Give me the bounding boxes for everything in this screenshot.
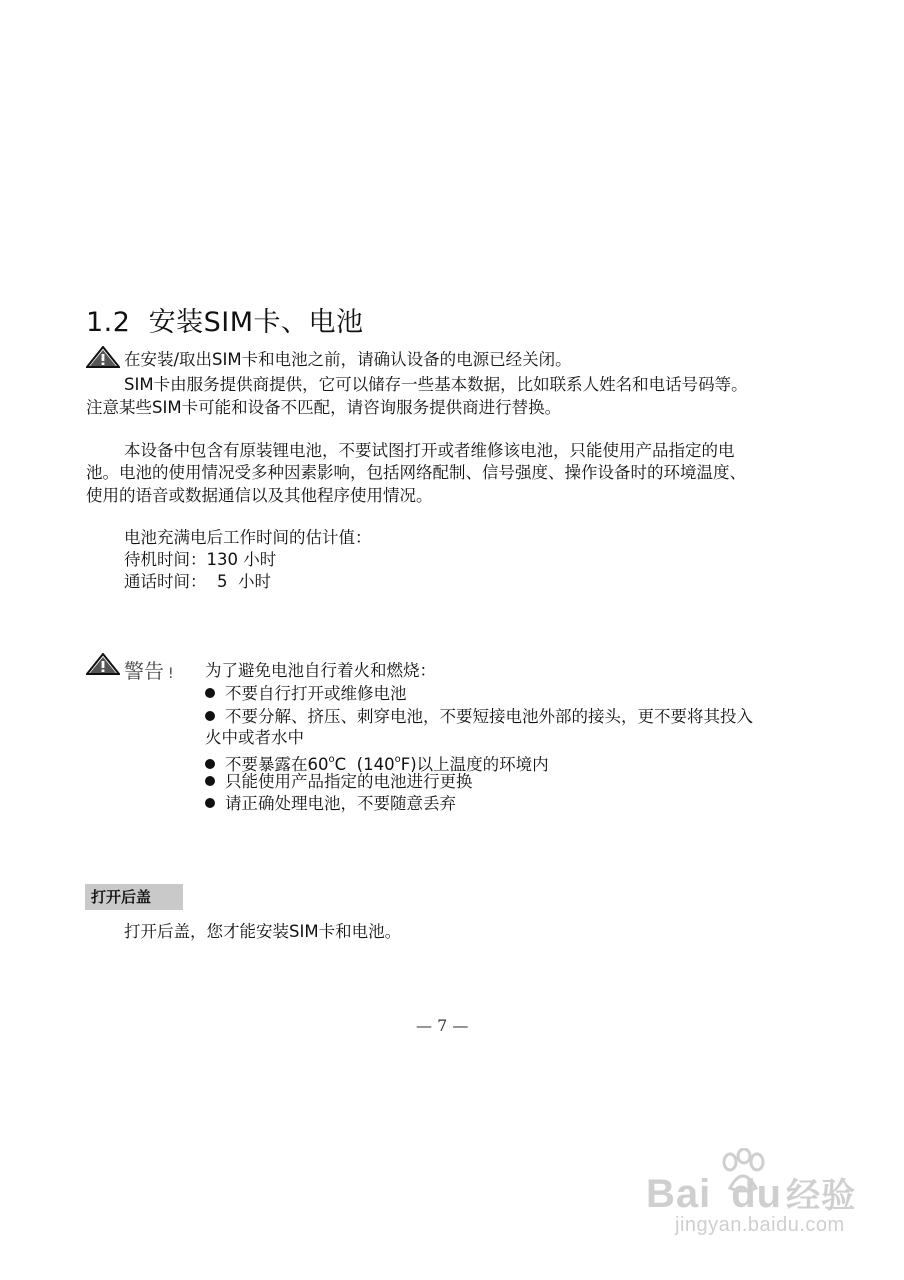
battery-paragraph-line-1: 本设备中包含有原装锂电池，不要试图打开或者维修该电池，只能使用产品指定的电 <box>124 441 735 460</box>
sim-paragraph-line-2: 注意某些SIM卡可能和设备不匹配，请咨询服务提供商进行替换。 <box>86 398 562 417</box>
battery-paragraph-line-2: 池。电池的使用情况受多种因素影响，包括网络配制、信号强度、操作设备时的环境温度、 <box>86 463 746 482</box>
warning-item: 不要自行打开或维修电池 <box>205 683 407 705</box>
estimate-title: 电池充满电后工作时间的估计值： <box>124 528 372 547</box>
warning-item: 不要分解、挤压、刺穿电池，不要短接电池外部的接头，更不要将其投入 <box>205 706 753 728</box>
talk-time: 通话时间： 5 小时 <box>124 572 271 591</box>
bullet-icon <box>205 798 215 808</box>
warning-icon <box>86 653 120 675</box>
bullet-icon <box>205 711 215 721</box>
warning-intro: 为了避免电池自行着火和燃烧： <box>205 661 436 680</box>
warning-item: 只能使用产品指定的电池进行更换 <box>205 771 473 793</box>
caution-icon <box>86 346 120 368</box>
section-title: 安装SIM卡、电池 <box>148 307 364 338</box>
battery-paragraph-line-3: 使用的语音或数据通信以及其他程序使用情况。 <box>86 486 433 505</box>
baidu-watermark-logo: Bai du 经验 <box>646 1172 857 1216</box>
warning-item: 请正确处理电池，不要随意丢弃 <box>205 793 456 815</box>
section-number: 1.2 <box>86 307 131 338</box>
bullet-icon <box>205 759 215 769</box>
sim-paragraph-line-1: SIM卡由服务提供商提供，它可以储存一些基本数据，比如联系人姓名和电话号码等。 <box>124 375 748 394</box>
baidu-watermark-url: jingyan.baidu.com <box>675 1214 845 1236</box>
warning-item: 不要暴露在60$^o$C (140$^o$F)以上温度的环境内 <box>205 749 549 776</box>
warning-item-continuation: 火中或者水中 <box>205 728 304 747</box>
warning-mark: ! <box>168 666 174 682</box>
open-cover-label: 打开后盖 <box>85 884 183 910</box>
bullet-icon <box>205 688 215 698</box>
bullet-icon <box>205 776 215 786</box>
warning-label: 警告 ! <box>124 659 174 683</box>
standby-time: 待机时间：130 小时 <box>124 550 277 569</box>
section-heading <box>86 300 364 339</box>
power-off-notice: 在安装/取出SIM卡和电池之前，请确认设备的电源已经关闭。 <box>124 350 572 369</box>
page-number: — 7 — <box>416 1016 469 1035</box>
open-cover-text: 打开后盖，您才能安装SIM卡和电池。 <box>124 922 402 941</box>
